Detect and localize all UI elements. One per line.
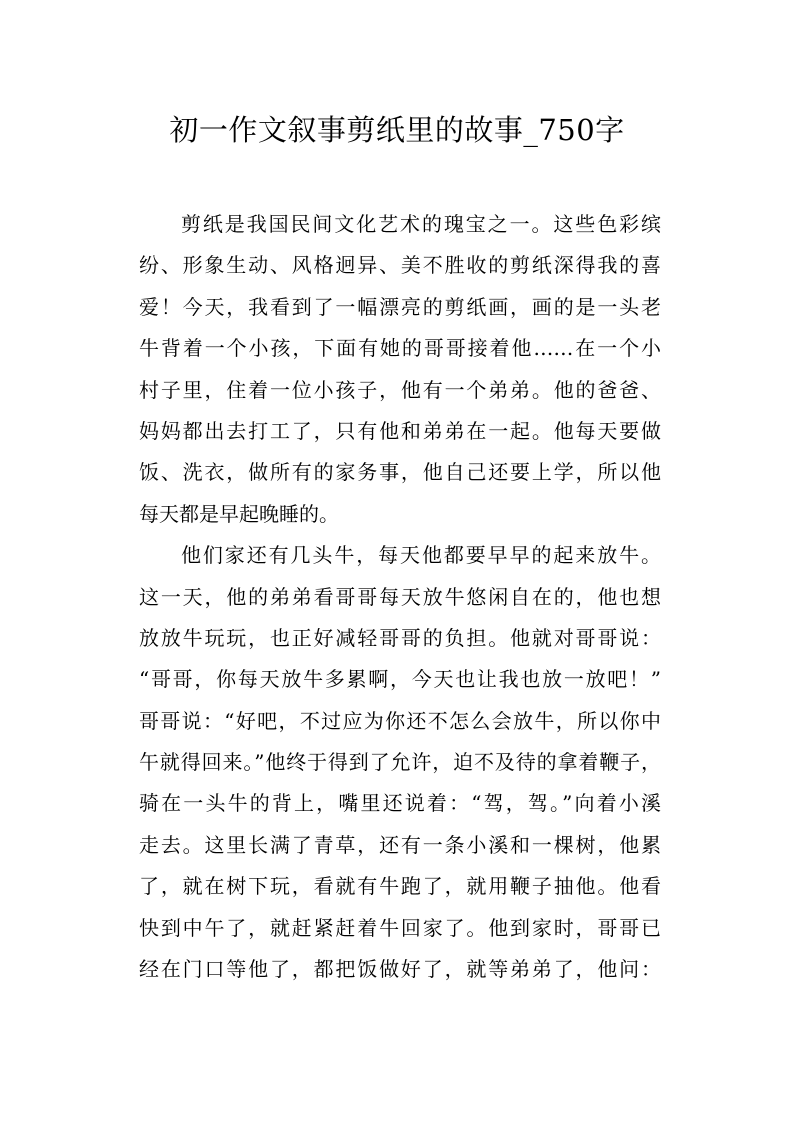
text-line: 牛背着一个小孩，下面有她的哥哥接着他……在一个小: [139, 336, 661, 361]
text-line: 爱！今天，我看到了一幅漂亮的剪纸画，画的是一头老: [139, 294, 661, 319]
text-line: “哥哥，你每天放牛多累啊，今天也让我也放一放吧！”: [139, 667, 661, 692]
text-line: 经在门口等他了，都把饭做好了，就等弟弟了，他问：: [139, 957, 661, 982]
text-line: 他们家还有几头牛，每天他都要早早的起来放牛。: [181, 543, 661, 568]
text-line: 每天都是早起晚睡的。: [139, 501, 339, 526]
text-line: 放放牛玩玩，也正好减轻哥哥的负担。他就对哥哥说：: [139, 625, 661, 650]
text-line: 午就得回来。”他终于得到了允许，迫不及待的拿着鞭子，: [139, 750, 661, 775]
text-line: 走去。这里长满了青草，还有一条小溪和一棵树，他累: [139, 832, 661, 857]
text-line: 剪纸是我国民间文化艺术的瑰宝之一。这些色彩缤: [181, 212, 661, 236]
text-line: 哥哥说：“好吧，不过应为你还不怎么会放牛，所以你中: [139, 708, 661, 733]
text-line: 骑在一头牛的背上，嘴里还说着：“驾，驾。”向着小溪: [139, 791, 661, 816]
text-line: 这一天，他的弟弟看哥哥每天放牛悠闲自在的，他也想: [139, 584, 661, 609]
text-line: 了，就在树下玩，看就有牛跑了，就用鞭子抽他。他看: [139, 874, 661, 899]
text-line: 妈妈都出去打工了，只有他和弟弟在一起。他每天要做: [139, 418, 661, 443]
text-line: 饭、洗衣，做所有的家务事，他自己还要上学，所以他: [139, 460, 661, 485]
text-line: 村子里，住着一位小孩子，他有一个弟弟。他的爸爸、: [139, 377, 661, 402]
text-line: 纷、形象生动、风格迥异、美不胜收的剪纸深得我的喜: [139, 253, 661, 278]
page-title: 初一作文叙事剪纸里的故事_750字: [169, 113, 625, 147]
article-body: [139, 204, 661, 990]
text-line: 快到中午了，就赶紧赶着牛回家了。他到家时，哥哥已: [139, 915, 661, 940]
